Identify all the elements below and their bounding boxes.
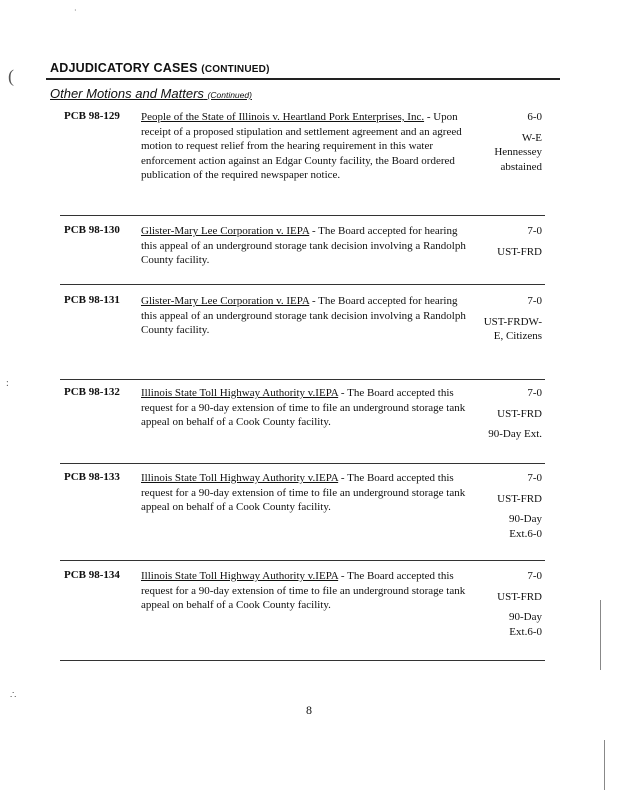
case-separator xyxy=(60,284,545,285)
case-caption: Illinois State Toll Highway Authority v.IEPA xyxy=(141,570,339,582)
case-caption: Glister-Mary Lee Corporation v. IEPA xyxy=(141,225,310,237)
section-title xyxy=(50,61,270,75)
scan-mark: : xyxy=(6,378,9,389)
case-description xyxy=(141,569,466,613)
case-vote xyxy=(468,386,542,448)
case-text: - The Board accepted this request for a 90-day extension of time to file an underground storage tank appeal on behalf of a Cook County facility. xyxy=(141,472,466,513)
vote-note: Hennessey abstained xyxy=(494,146,542,173)
case-vote xyxy=(468,471,542,547)
vote-note: 90-Day Ext.6-0 xyxy=(509,611,542,638)
vote-code: UST-FRD xyxy=(497,245,542,258)
case-text: - The Board accepted this request for a 90-day extension of time to file an underground storage tank appeal on behalf of a Cook County facility. xyxy=(141,387,466,428)
case-description xyxy=(141,471,466,515)
subsection-title-text: Other Motions and Matters xyxy=(50,86,204,101)
case-separator xyxy=(60,560,545,561)
case-number: PCB 98-131 xyxy=(64,294,120,306)
case-separator xyxy=(60,660,545,661)
case-vote xyxy=(468,110,542,180)
case-vote xyxy=(468,294,542,350)
case-caption: Glister-Mary Lee Corporation v. IEPA xyxy=(141,295,310,307)
vote-note: 90-Day Ext. xyxy=(488,428,542,440)
section-title-suffix: (CONTINUED) xyxy=(201,64,270,75)
vote-count: 7-0 xyxy=(527,387,542,399)
scan-mark xyxy=(604,740,605,790)
scan-mark: ∴ xyxy=(10,690,17,701)
vote-code: W-E xyxy=(521,131,542,144)
vote-code: UST-FRD xyxy=(497,590,542,603)
case-caption: Illinois State Toll Highway Authority v.IEPA xyxy=(141,472,339,484)
case-number: PCB 98-134 xyxy=(64,569,120,581)
subsection-title xyxy=(50,86,252,101)
case-number: PCB 98-129 xyxy=(64,110,120,122)
case-number: PCB 98-133 xyxy=(64,471,120,483)
vote-count: 7-0 xyxy=(527,570,542,582)
case-number: PCB 98-132 xyxy=(64,386,120,398)
case-vote xyxy=(468,224,542,265)
scan-mark: · xyxy=(74,6,77,15)
scan-mark: ( xyxy=(8,66,14,86)
case-text: - The Board accepted for hearing this appeal of an underground storage tank decision involving a Randolph County facility. xyxy=(141,225,466,266)
vote-count: 7-0 xyxy=(527,295,542,307)
case-text: - The Board accepted for hearing this appeal of an underground storage tank decision involving a Randolph County facility. xyxy=(141,295,466,336)
vote-count: 7-0 xyxy=(527,472,542,484)
page-number: 8 xyxy=(306,703,312,717)
vote-code: UST-FRDW-E, Citizens xyxy=(483,315,542,342)
scan-mark xyxy=(600,600,601,670)
case-text: - The Board accepted this request for a 90-day extension of time to file an underground storage tank appeal on behalf of a Cook County facility. xyxy=(141,570,466,611)
vote-count: 6-0 xyxy=(527,111,542,123)
case-separator xyxy=(60,463,545,464)
case-text: - Upon receipt of a proposed stipulation and settlement agreement and an agreed motion to request relief from the hearing requirement in this water enforcement action against an Edgar County facility, the Board ordered publication of the required newspaper notice. xyxy=(141,111,462,181)
vote-note: 90-Day Ext.6-0 xyxy=(509,513,542,540)
case-separator xyxy=(60,379,545,380)
case-description xyxy=(141,224,466,268)
header-rule xyxy=(46,78,560,80)
case-number: PCB 98-130 xyxy=(64,224,120,236)
case-description xyxy=(141,110,466,183)
case-description xyxy=(141,294,466,338)
case-caption: People of the State of Illinois v. Heartland Pork Enterprises, Inc. xyxy=(141,111,425,123)
subsection-title-suffix: (Continued) xyxy=(207,90,252,100)
section-title-text: ADJUDICATORY CASES xyxy=(50,61,198,75)
vote-code: UST-FRD xyxy=(497,407,542,420)
case-separator xyxy=(60,215,545,216)
case-caption: Illinois State Toll Highway Authority v.IEPA xyxy=(141,387,339,399)
vote-code: UST-FRD xyxy=(497,492,542,505)
case-vote xyxy=(468,569,542,645)
vote-count: 7-0 xyxy=(527,225,542,237)
case-description xyxy=(141,386,466,430)
